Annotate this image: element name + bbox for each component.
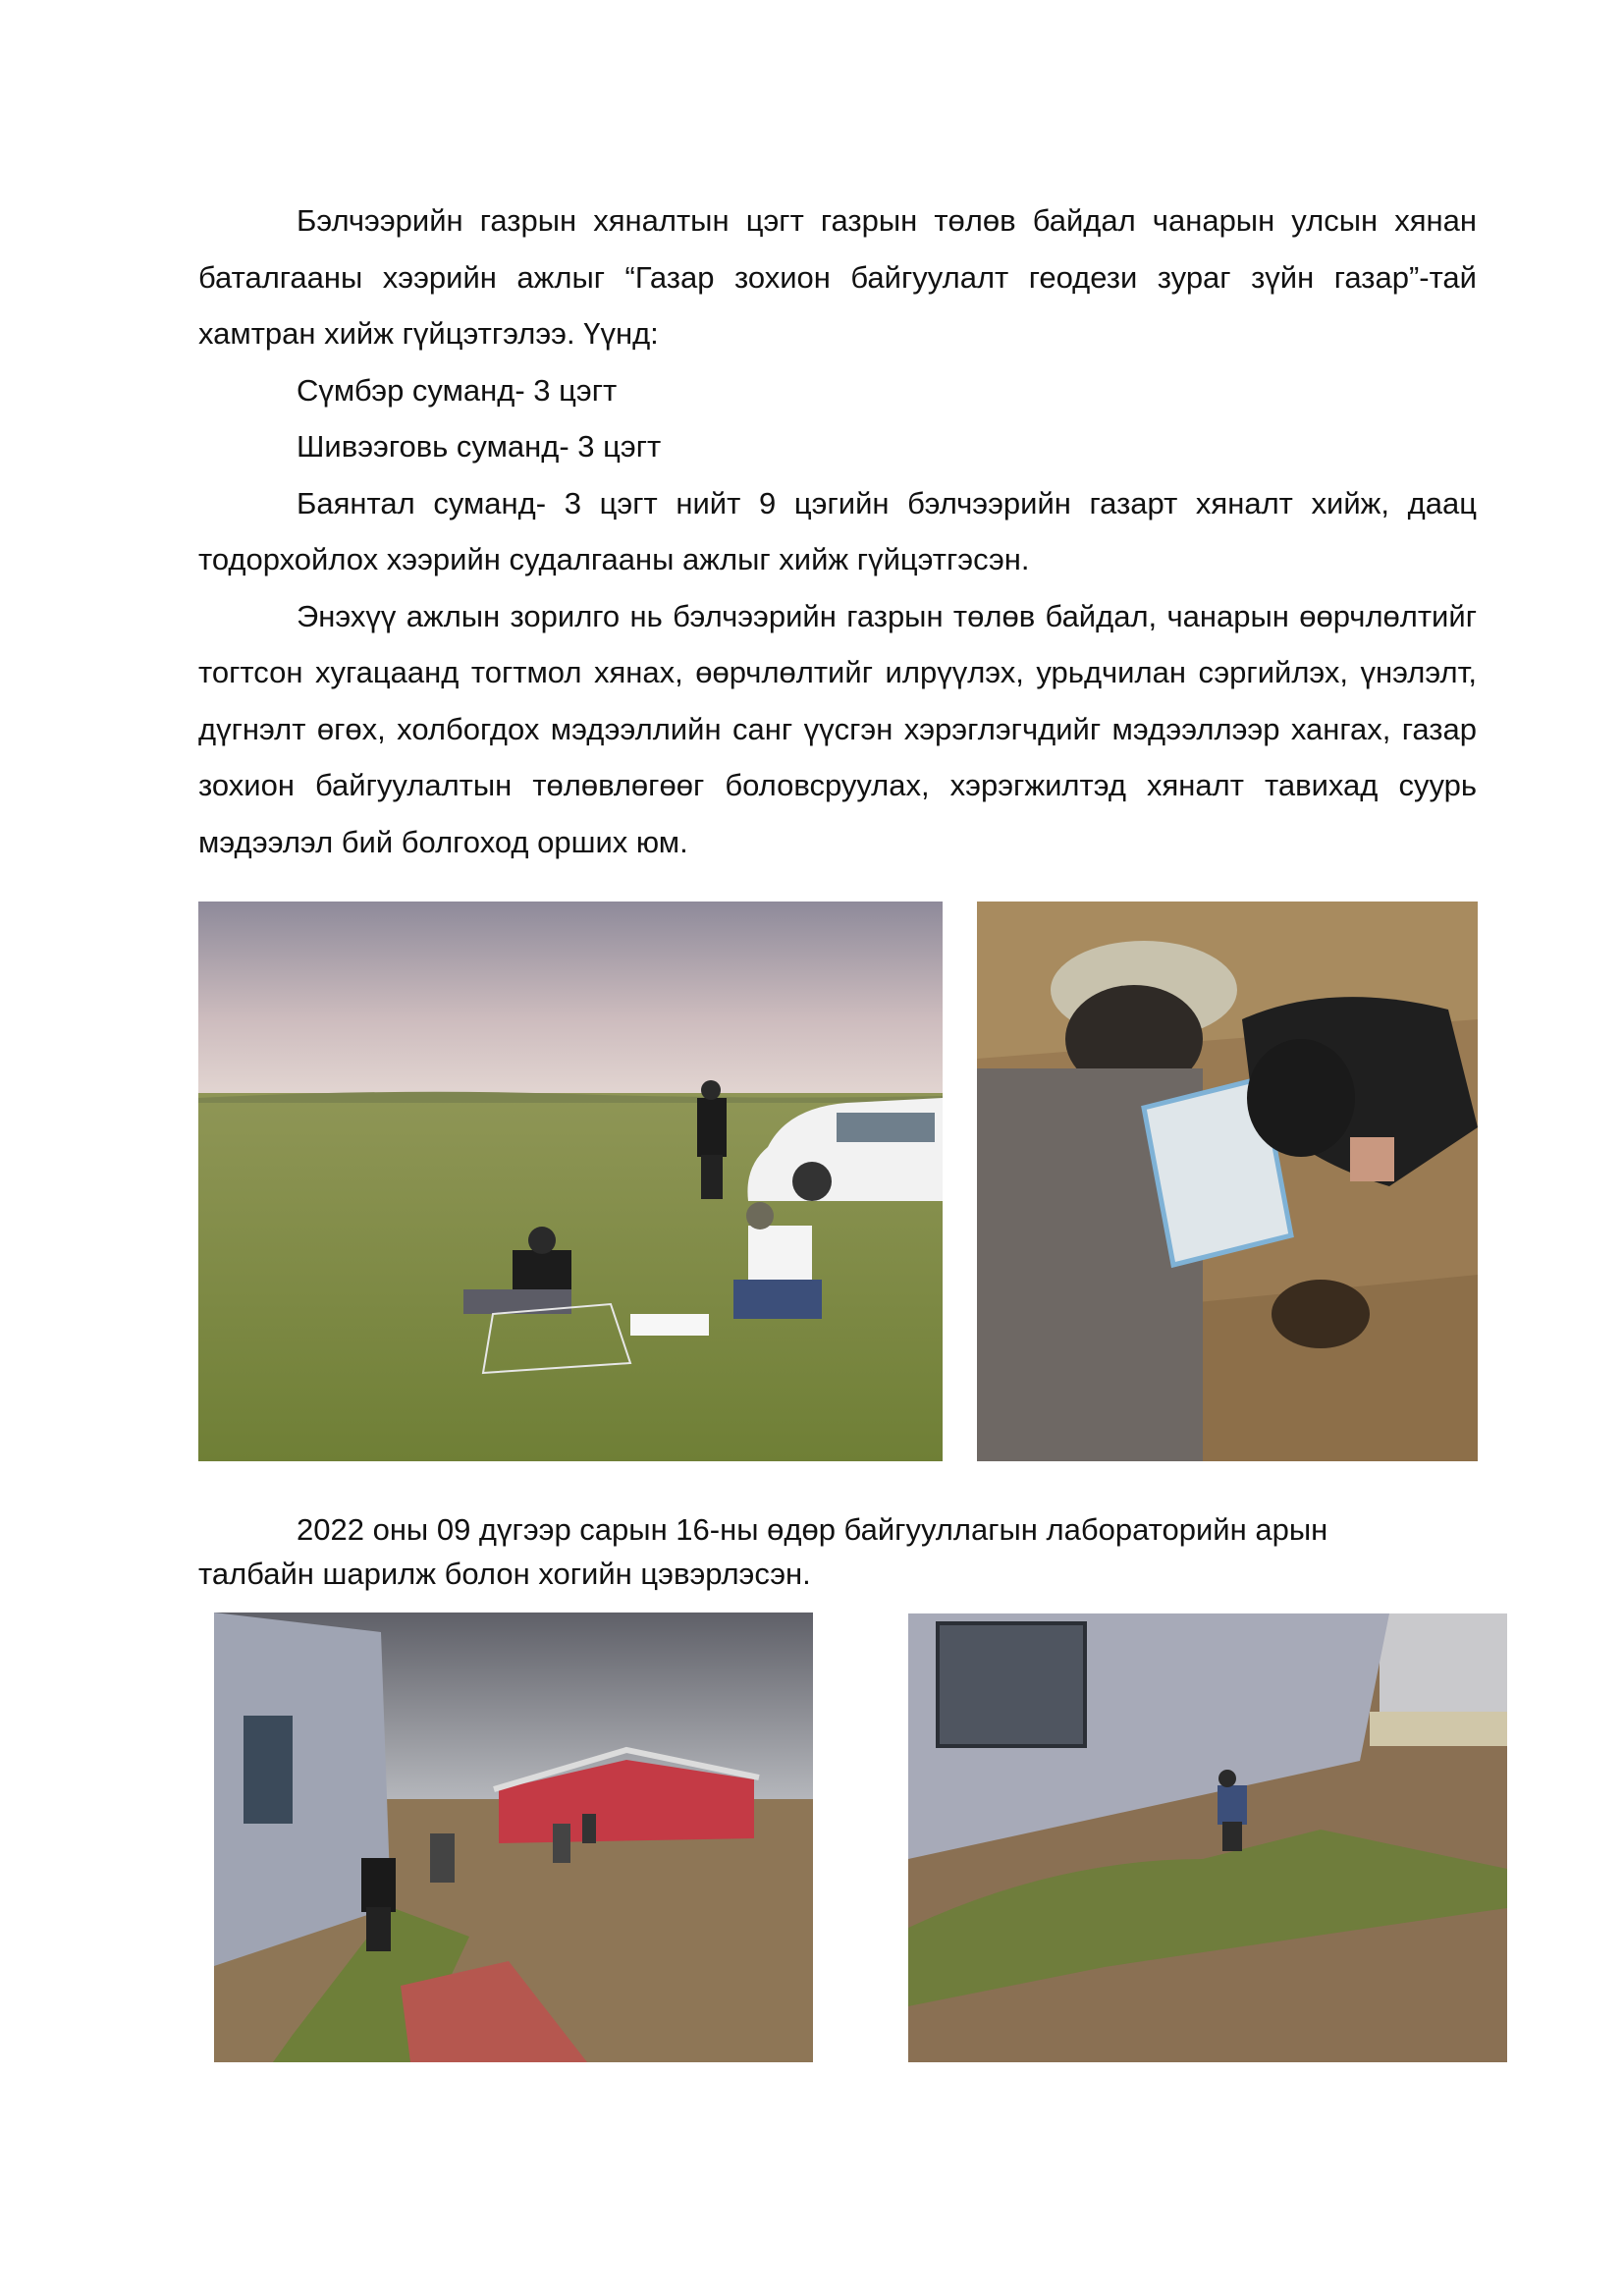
list-item-shiveegovi: Шивээговь суманд- 3 цэгт bbox=[297, 429, 662, 464]
caption-line-1: 2022 оны 09 дүгээр сарын 16-ны өдөр байгууллагын лабораторийн арын bbox=[297, 1512, 1328, 1547]
caption-line-2: талбайн шарилж болон хогийн цэвэрлэсэн. bbox=[198, 1557, 811, 1591]
paragraph-purpose: Энэхүү ажлын зорилго нь бэлчээрийн газрын төлөв байдал, чанарын өөрчлөлтийг тогтсон хугацаанд тогтмол хянах, өөрчлөлтийг илрүүлэх, урьдчилан сэргийлэх, үнэлэлт, дүгнэлт өгөх, холбогдох мэдээллийн санг үүсгэн хэрэглэгчдийг мэдээллээр хангах, газар зохион байгуулалтын төлөвлөгөөг боловсруулах, хэрэгжилтэд хяналт тавихад суурь мэдээлэл бий болгоход орших юм. bbox=[198, 598, 1477, 859]
list-item-sumber: Сүмбэр суманд- 3 цэгт bbox=[297, 372, 618, 408]
photo-weeding-building bbox=[908, 1613, 1507, 2062]
photo-cleanup-courtyard-image bbox=[214, 1613, 813, 2062]
caption-cleanup bbox=[198, 1507, 1477, 1596]
photo-soil-sampling-image bbox=[977, 902, 1478, 1461]
body-text bbox=[198, 192, 1477, 870]
photo-weeding-building-image bbox=[908, 1613, 1507, 2062]
paragraph-intro: Бэлчээрийн газрын хяналтын цэгт газрын төлөв байдал чанарын улсын хянан баталгааны хээрийн ажлыг “Газар зохион байгуулалт геодези зураг зүйн газар”-тай хамтран хийж гүйцэтгэлээ. Үүнд: bbox=[198, 203, 1477, 351]
photo-pasture-fieldwork bbox=[198, 902, 943, 1461]
photo-cleanup-courtyard bbox=[214, 1613, 813, 2062]
paragraph-bayantal: Баянтал суманд- 3 цэгт нийт 9 цэгийн бэлчээрийн газарт хяналт хийж, даац тодорхойлох хээрийн судалгааны ажлыг хийж гүйцэтгэсэн. bbox=[198, 485, 1477, 576]
photo-pasture-fieldwork-image bbox=[198, 902, 943, 1461]
photo-soil-sampling bbox=[977, 902, 1478, 1461]
